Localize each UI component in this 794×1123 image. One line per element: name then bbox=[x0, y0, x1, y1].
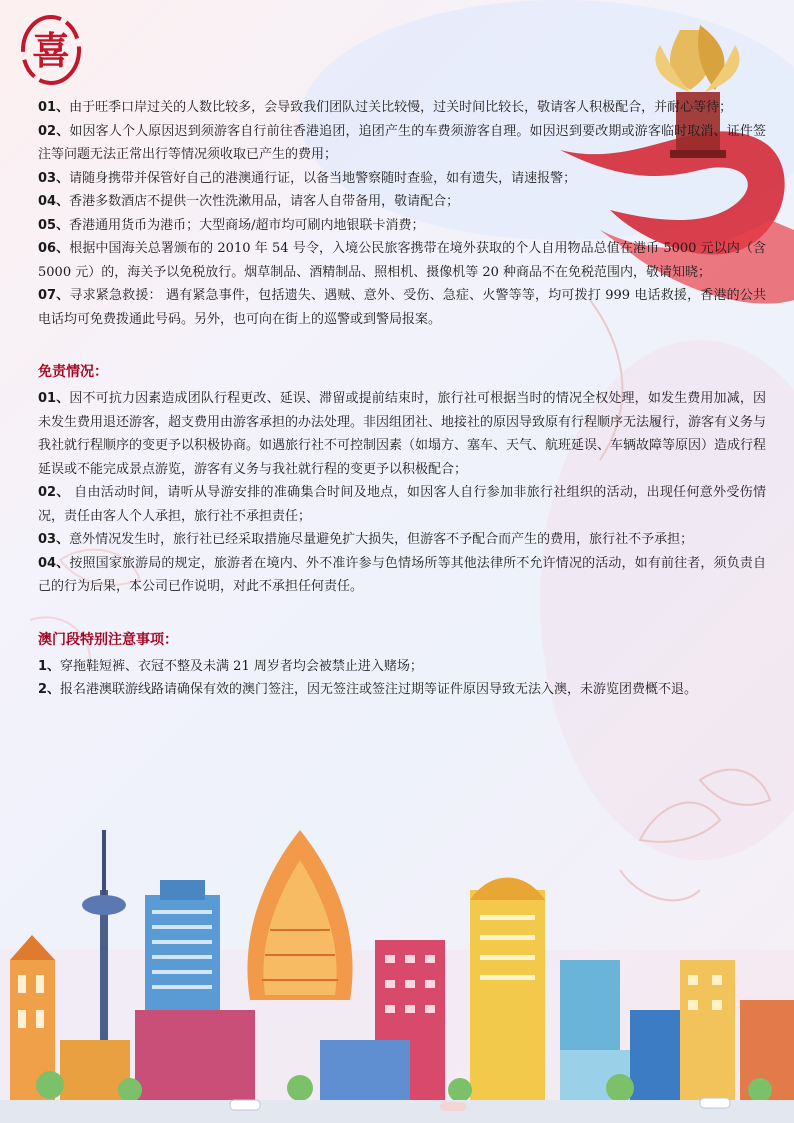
item-text: 按照国家旅游局的规定，旅游者在境内、外不准许参与色情场所等其他法律所不允许情况的活动，如有前往者，须负责自己的行为后果，本公司已作说明，对此不承担任何责任。 bbox=[38, 555, 766, 594]
note-item bbox=[38, 167, 766, 191]
item-number: 2、 bbox=[38, 682, 61, 697]
macau-list bbox=[38, 655, 766, 702]
macau-title: 澳门段特别注意事项： bbox=[38, 631, 178, 648]
item-text: 寻求紧急救援： 遇有紧急事件，包括遗失、遇贼、意外、受伤、急症、火警等等，均可拨打 999 电话救援，香港的公共电话均可免费拨通此号码。另外，也可向在街上的巡警或到警局报案。 bbox=[38, 288, 766, 327]
note-item bbox=[38, 190, 766, 214]
disclaimer-item bbox=[38, 552, 766, 599]
item-text: 请随身携带并保管好自己的港澳通行证，以备当地警察随时查验，如有遗失，请速报警； bbox=[69, 170, 577, 186]
item-number: 1、 bbox=[38, 658, 61, 674]
disclaimer-item bbox=[38, 481, 766, 528]
note-item bbox=[38, 214, 766, 238]
item-text: 香港通用货币为港币；大型商场/超市均可刷内地银联卡消费； bbox=[69, 217, 425, 233]
note-item bbox=[38, 284, 766, 331]
item-number: 03、 bbox=[38, 532, 70, 547]
disclaimer-item bbox=[38, 528, 766, 552]
item-number: 06、 bbox=[38, 241, 70, 256]
item-number: 05、 bbox=[38, 217, 70, 233]
note-item bbox=[38, 237, 766, 284]
item-number: 03、 bbox=[38, 170, 70, 186]
item-number: 04、 bbox=[38, 194, 70, 209]
item-text: 报名港澳联游线路请确保有效的澳门签注，因无签注或签注过期等证件原因导致无法入澳，未游览团费概不退。 bbox=[60, 682, 698, 697]
item-text: 自由活动时间，请听从导游安排的准确集合时间及地点，如因客人自行参加非旅行社组织的活动，出现任何意外受伤情况，责任由客人个人承担，旅行社不承担责任； bbox=[38, 485, 766, 524]
item-text: 意外情况发生时，旅行社已经采取措施尽量避免扩大损失，但游客不予配合而产生的费用，旅行社不予承担； bbox=[69, 532, 694, 547]
disclaimer-item bbox=[38, 387, 766, 481]
item-text: 根据中国海关总署颁布的 2010 年 54 号令，入境公民旅客携带在境外获取的个人自用物品总值在港币 5000 元以内（含 5000 元）的，海关予以免税放行。烟草制品、酒精制品、照相机、摄像机等 20 种商品不在免税范围内，敬请知晓； bbox=[38, 241, 766, 280]
item-number: 04、 bbox=[38, 555, 70, 571]
note-item bbox=[38, 96, 766, 120]
macau-item bbox=[38, 678, 766, 702]
item-number: 02、 bbox=[38, 485, 70, 500]
macau-item bbox=[38, 655, 766, 679]
notes-list bbox=[38, 96, 766, 331]
item-text: 香港多数酒店不提供一次性洗漱用品，请客人自带备用，敬请配合； bbox=[69, 194, 460, 209]
item-text: 由于旺季口岸过关的人数比较多，会导致我们团队过关比较慢，过关时间比较长，敬请客人积极配合，并耐心等待； bbox=[69, 100, 733, 115]
item-text: 穿拖鞋短裤、衣冠不整及未满 21 周岁者均会被禁止进入赌场； bbox=[60, 658, 423, 674]
disclaimer-list bbox=[38, 387, 766, 599]
item-text: 因不可抗力因素造成团队行程更改、延误、滞留或提前结束时，旅行社可根据当时的情况全权处理，如发生费用加减，因未发生费用退还游客，超支费用由游客承担的办法处理。非因组团社、地接社的原因导致原有行程顺序无法履行，游客有义务与我社就行程顺序的变更予以积极协商。如遇旅行社不可控制因素（如塌方、塞车、天气、航班延误、车辆故障等原因）造成行程延误或不能完成景点游览，游客有义务与我社就行程的变更予以积极配合； bbox=[38, 391, 767, 477]
item-number: 02、 bbox=[38, 123, 70, 139]
item-number: 07、 bbox=[38, 288, 70, 303]
note-item bbox=[38, 120, 766, 167]
xi-seal-logo bbox=[20, 14, 82, 86]
item-text: 如因客人个人原因迟到须游客自行前往香港追团，追团产生的车费须游客自理。如因迟到要改期或游客临时取消、证件签注等问题无法正常出行等情况须收取已产生的费用； bbox=[38, 123, 766, 162]
content-area bbox=[38, 96, 766, 702]
svg-text:喜: 喜 bbox=[31, 28, 71, 73]
item-number: 01、 bbox=[38, 391, 70, 406]
item-number: 01、 bbox=[38, 100, 70, 115]
disclaimer-title: 免责情况： bbox=[38, 364, 108, 380]
